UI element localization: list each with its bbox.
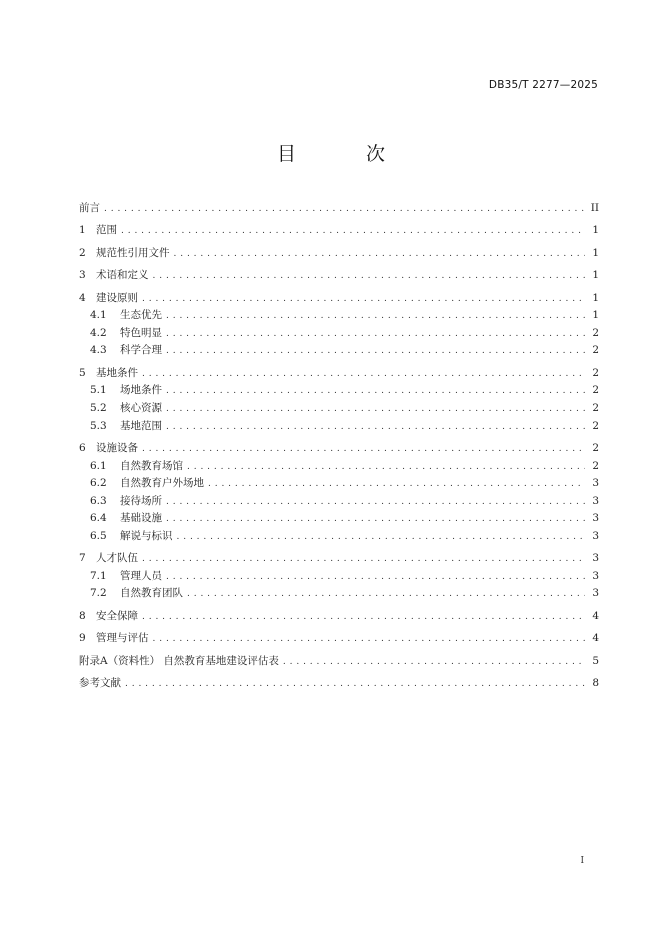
dot-leader [142,441,585,458]
toc-entry-page: 1 [592,269,599,282]
toc-title: 目 次 [276,143,418,165]
dot-leader [208,476,585,493]
dot-leader [166,494,585,511]
dot-leader [153,631,586,648]
toc-entry[interactable] [79,222,599,240]
dot-leader [153,268,586,285]
toc-entry-label: 范围 [96,224,117,237]
dot-leader [125,676,585,693]
toc-entry-page: 2 [592,326,599,339]
toc-entry-label: 场地条件 [120,384,162,397]
toc-entry-page: 3 [592,512,599,525]
toc-entry-page: 2 [592,384,599,397]
toc-entry[interactable] [79,382,599,400]
dot-leader [166,308,585,325]
toc-entry-number: 3 [79,269,86,282]
dot-leader [142,366,585,383]
toc-entry[interactable] [79,493,599,511]
toc-entry-number: 5 [79,366,86,379]
toc-entry-number: 6.2 [90,477,107,490]
toc-entry-label: 参考文献 [79,677,121,690]
dot-leader [166,401,585,418]
toc-entry-number: 5.1 [90,384,107,397]
toc-entry-label: 自然教育户外场地 [120,477,204,490]
toc-entry-page: 1 [592,309,599,322]
toc-entry[interactable] [79,267,599,285]
toc-entry-number: 6.5 [90,529,107,542]
toc-entry-label: 建设原则 [96,291,138,304]
toc-entry-label: 附录A（资料性） 自然教育基地建设评估表 [79,654,279,667]
dot-leader [177,529,586,546]
toc-entry-label: 管理人员 [120,569,162,582]
toc-entry-number: 9 [79,632,86,645]
toc-entry-page: 2 [592,366,599,379]
toc-entry[interactable] [79,675,599,693]
toc-entry-label: 安全保障 [96,609,138,622]
toc-entry-label: 人才队伍 [96,552,138,565]
toc-entry-label: 设施设备 [96,441,138,454]
toc-entry-page: 3 [592,477,599,490]
dot-leader [166,511,585,528]
dot-leader [187,586,585,603]
toc-entry-page: 4 [592,609,599,622]
toc-entry-number: 6.1 [90,459,107,472]
dot-leader [142,551,585,568]
toc-entry-page: 1 [592,224,599,237]
toc-entry-label: 术语和定义 [96,269,149,282]
toc-entry[interactable] [79,510,599,528]
toc-entry-page: II [590,202,599,214]
toc-entry-number: 4.1 [90,309,107,322]
toc-entry[interactable] [79,528,599,546]
toc-entry-number: 6.4 [90,512,107,525]
dot-leader [104,201,585,218]
toc-entry-label: 特色明显 [120,326,162,339]
toc-entry[interactable] [79,440,599,458]
dot-leader [166,343,585,360]
toc-entry-page: 4 [592,632,599,645]
toc-entry-number: 4.2 [90,326,107,339]
toc-entry-page: 3 [592,552,599,565]
toc-entry-page: 1 [592,291,599,304]
document-code: DB35/T 2277—2025 [488,79,598,91]
toc-entry[interactable] [79,342,599,360]
toc-entry-number: 5.2 [90,401,107,414]
toc-entry[interactable] [79,307,599,325]
toc-entry[interactable] [79,550,599,568]
toc-entry[interactable] [79,568,599,586]
dot-leader [166,419,585,436]
toc-entry-page: 2 [592,344,599,357]
toc-entry-number: 7.2 [90,587,107,600]
toc-entry-label: 管理与评估 [96,632,149,645]
dot-leader [174,246,586,263]
toc-entry[interactable] [79,245,599,263]
toc-entry-page: 3 [592,587,599,600]
toc-entry-number: 4 [79,291,86,304]
toc-entry-label: 科学合理 [120,344,162,357]
toc-entry-number: 6.3 [90,494,107,507]
toc-entry-page: 3 [592,529,599,542]
toc-entry-label: 基础设施 [120,512,162,525]
dot-leader [121,223,585,240]
toc-entry-page: 1 [592,246,599,259]
toc-entry[interactable] [79,585,599,603]
toc-entry[interactable] [79,608,599,626]
toc-entry-page: 5 [592,654,599,667]
toc-entry-label: 基地范围 [120,419,162,432]
toc-entry-number: 2 [79,246,86,259]
toc-entry[interactable] [79,365,599,383]
dot-leader [166,569,585,586]
dot-leader [166,326,585,343]
toc-entry-number: 7.1 [90,569,107,582]
toc-entry-label: 自然教育场馆 [120,459,183,472]
toc-entry[interactable] [79,200,599,218]
toc-entry[interactable] [79,630,599,648]
toc-entry[interactable] [79,475,599,493]
toc-entry-label: 基地条件 [96,366,138,379]
toc-entry-page: 3 [592,569,599,582]
toc-entry[interactable] [79,400,599,418]
toc-entry[interactable] [79,653,599,671]
toc-entry-number: 4.3 [90,344,107,357]
table-of-contents [79,200,599,693]
toc-entry-page: 8 [592,677,599,690]
toc-entry-label: 解说与标识 [120,529,173,542]
dot-leader [187,459,585,476]
toc-entry-number: 5.3 [90,419,107,432]
toc-entry-page: 2 [592,419,599,432]
toc-entry-label: 自然教育团队 [120,587,183,600]
page-number: I [580,856,584,866]
toc-entry-page: 2 [592,441,599,454]
dot-leader [283,654,585,671]
toc-entry[interactable] [79,458,599,476]
toc-entry-label: 前言 [79,202,100,214]
toc-entry[interactable] [79,418,599,436]
toc-entry-label: 核心资源 [120,401,162,414]
toc-entry[interactable] [79,325,599,343]
toc-entry-number: 7 [79,552,86,565]
dot-leader [142,609,585,626]
toc-entry-page: 2 [592,401,599,414]
toc-entry-number: 6 [79,441,86,454]
toc-entry-page: 2 [592,459,599,472]
toc-entry[interactable] [79,290,599,308]
toc-entry-label: 规范性引用文件 [96,246,170,259]
toc-entry-page: 3 [592,494,599,507]
toc-entry-label: 生态优先 [120,309,162,322]
toc-entry-label: 接待场所 [120,494,162,507]
toc-entry-number: 1 [79,224,86,237]
dot-leader [166,383,585,400]
dot-leader [142,291,585,308]
toc-entry-number: 8 [79,609,86,622]
